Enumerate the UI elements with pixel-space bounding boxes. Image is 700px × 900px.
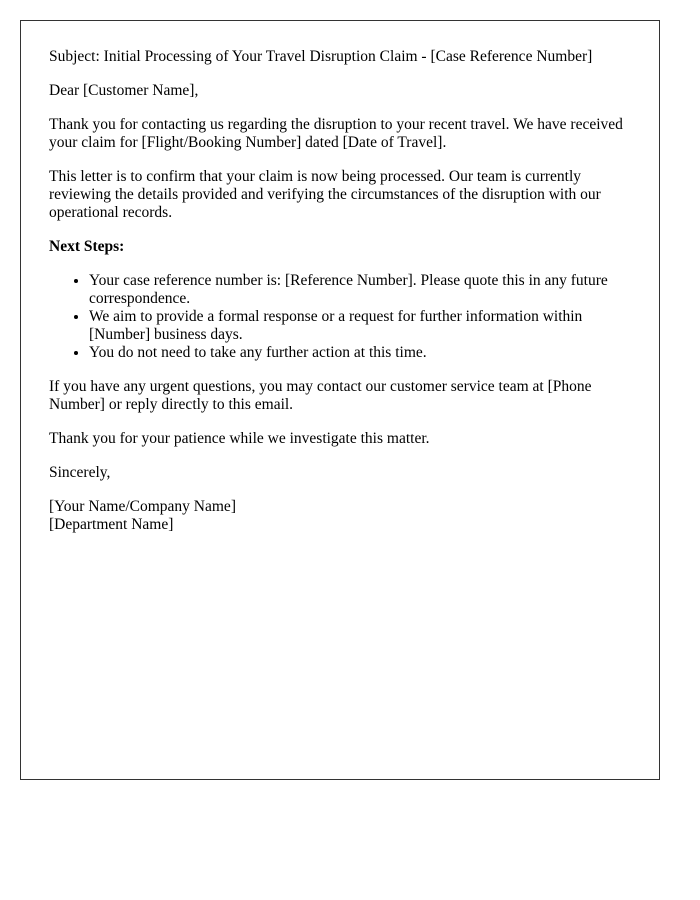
letter-signature (49, 498, 631, 534)
letter-subject: Subject: Initial Processing of Your Travel Disruption Claim - [Case Reference Number] (49, 48, 593, 65)
list-item: • Your case reference number is: [Reference Number]. Please quote this in any future correspondence. (89, 272, 631, 308)
letter-greeting: Dear [Customer Name], (49, 82, 199, 99)
signature-name: [Your Name/Company Name] (49, 498, 236, 515)
letter-paragraph-contact: If you have any urgent questions, you may contact our customer service team at [Phone Number] or reply directly to this email. (49, 378, 592, 413)
list-item: • You do not need to take any further action at this time. (89, 344, 631, 362)
letter-paragraph-confirmation: This letter is to confirm that your claim is now being processed. Our team is currently reviewing the details provided and verifying the circumstances of the disruption with our operational records. (49, 168, 601, 221)
list-item: • We aim to provide a formal response or a request for further information within [Number] business days. (89, 308, 631, 344)
next-steps-heading: Next Steps: (49, 238, 125, 255)
letter-closing: Sincerely, (49, 464, 111, 481)
letter-container (20, 20, 660, 780)
letter-paragraph-thanks: Thank you for your patience while we investigate this matter. (49, 430, 430, 447)
letter-paragraph-intro: Thank you for contacting us regarding the disruption to your recent travel. We have received your claim for [Flight/Booking Number] dated [Date of Travel]. (49, 116, 623, 151)
next-steps-list (49, 272, 631, 362)
signature-department: [Department Name] (49, 516, 174, 533)
